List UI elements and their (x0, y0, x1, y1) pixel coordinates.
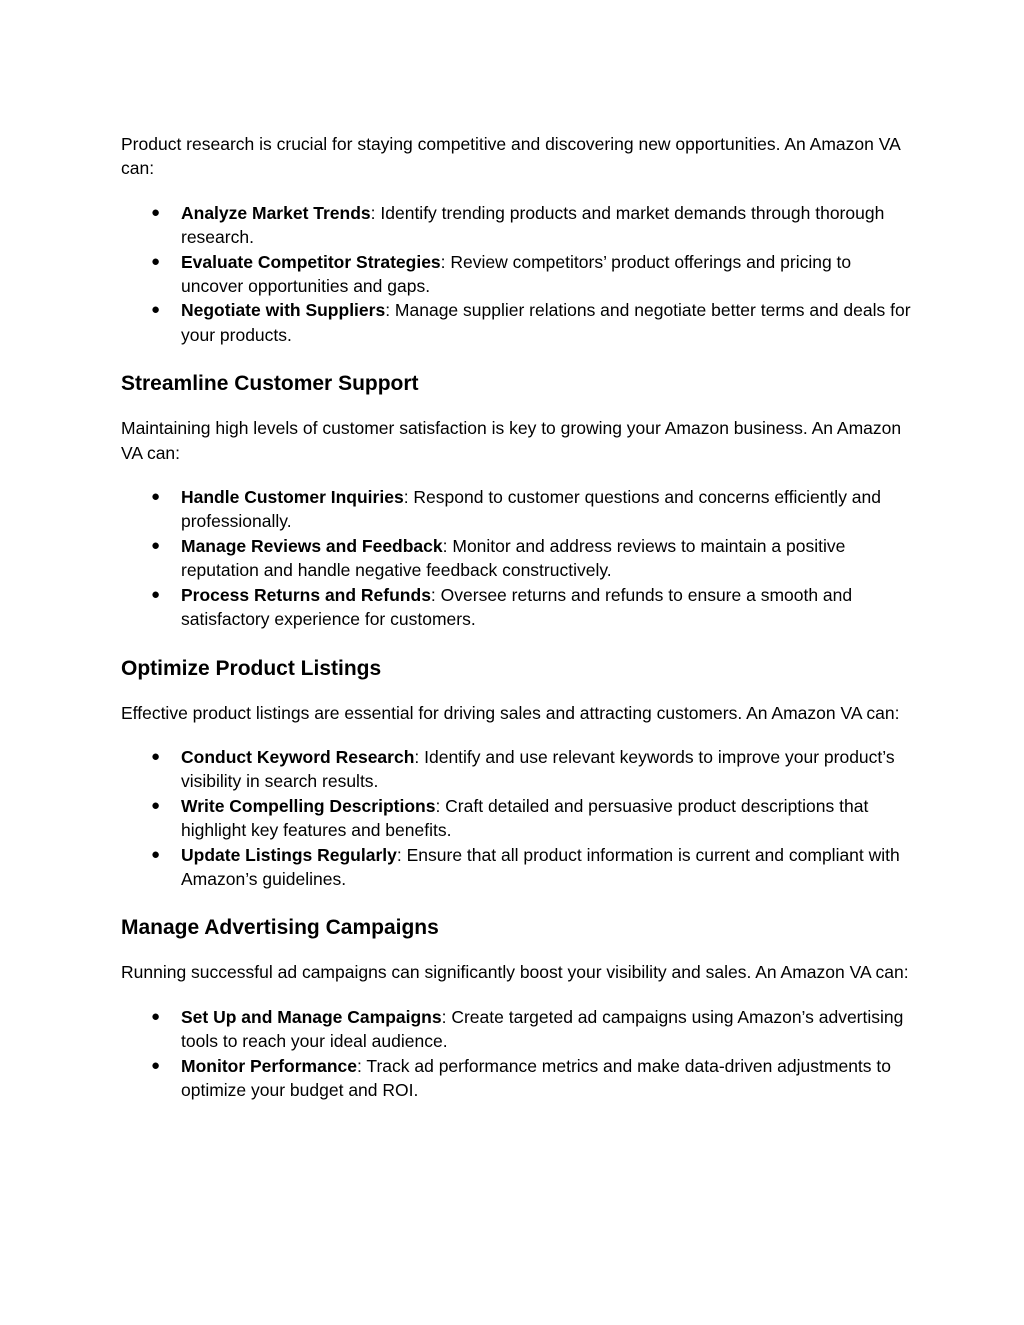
item-text: : Review competitors’ product offerings and pricing to uncover opportunities and gaps. (181, 251, 852, 297)
bullet-icon: ● (151, 301, 161, 319)
item-title: Analyze Market Trends (181, 202, 371, 223)
list-item (121, 250, 911, 299)
bullet-list (121, 201, 911, 347)
item-title: Conduct Keyword Research (181, 746, 415, 767)
bullet-icon: ● (151, 796, 161, 814)
item-text: : Create targeted ad campaigns using Amazon’s advertising tools to reach your ideal audience. (181, 1006, 904, 1052)
list-item (121, 745, 911, 794)
section-product-research (121, 132, 911, 347)
list-item (121, 583, 911, 632)
item-title: Process Returns and Refunds (181, 584, 431, 605)
section-product-listings (121, 655, 911, 892)
bullet-list (121, 1005, 911, 1103)
item-text: : Manage supplier relations and negotiate better terms and deals for your products. (181, 300, 911, 345)
item-title: Negotiate with Suppliers (181, 300, 386, 321)
list-item (121, 534, 911, 583)
section-advertising-campaigns (121, 914, 911, 1102)
item-title: Update Listings Regularly (181, 844, 397, 865)
item-text: : Identify and use relevant keywords to improve your product’s visibility in search results. (181, 746, 895, 792)
list-item (121, 201, 911, 250)
item-title: Monitor Performance (181, 1055, 357, 1076)
section-heading: Streamline Customer Support (121, 372, 419, 396)
list-item (121, 1054, 911, 1103)
section-customer-support (121, 370, 911, 631)
list-item (121, 1005, 911, 1054)
item-title: Handle Customer Inquiries (181, 487, 404, 508)
item-text: : Ensure that all product information is current and compliant with Amazon’s guidelines. (181, 844, 900, 889)
item-title: Manage Reviews and Feedback (181, 535, 443, 556)
section-heading: Optimize Product Listings (121, 656, 382, 680)
section-intro: Running successful ad campaigns can significantly boost your visibility and sales. An Amazon VA can: (121, 962, 909, 983)
bullet-icon: ● (151, 845, 161, 863)
document-page (121, 132, 911, 1102)
bullet-list (121, 745, 911, 891)
bullet-icon: ● (151, 203, 161, 221)
section-intro: Effective product listings are essential for driving sales and attracting customers. An Amazon VA can: (121, 702, 900, 723)
bullet-icon: ● (151, 747, 161, 765)
bullet-icon: ● (151, 585, 161, 603)
item-text: : Craft detailed and persuasive product descriptions that highlight key features and benefits. (181, 795, 869, 841)
item-text: : Monitor and address reviews to maintain a positive reputation and handle negative feedback constructively. (181, 535, 846, 581)
section-heading: Manage Advertising Campaigns (121, 916, 439, 940)
section-intro: Maintaining high levels of customer satisfaction is key to growing your Amazon business. An Amazon VA can: (121, 418, 902, 463)
list-item (121, 843, 911, 892)
item-text: : Respond to customer questions and concerns efficiently and professionally. (181, 487, 882, 532)
section-intro: Product research is crucial for staying competitive and discovering new opportunities. An Amazon VA can: (121, 134, 900, 179)
list-item (121, 485, 911, 534)
bullet-icon: ● (151, 536, 161, 554)
item-text: : Track ad performance metrics and make data-driven adjustments to optimize your budget and ROI. (181, 1055, 891, 1100)
bullet-icon: ● (151, 1056, 161, 1074)
item-title: Write Compelling Descriptions (181, 795, 436, 816)
item-title: Evaluate Competitor Strategies (181, 251, 441, 272)
list-item (121, 794, 911, 843)
bullet-icon: ● (151, 252, 161, 270)
item-text: : Identify trending products and market demands through thorough research. (181, 202, 885, 248)
bullet-icon: ● (151, 488, 161, 506)
list-item (121, 298, 911, 347)
bullet-icon: ● (151, 1007, 161, 1025)
bullet-list (121, 485, 911, 631)
item-text: : Oversee returns and refunds to ensure a smooth and satisfactory experience for customers. (181, 584, 853, 630)
item-title: Set Up and Manage Campaigns (181, 1006, 442, 1027)
